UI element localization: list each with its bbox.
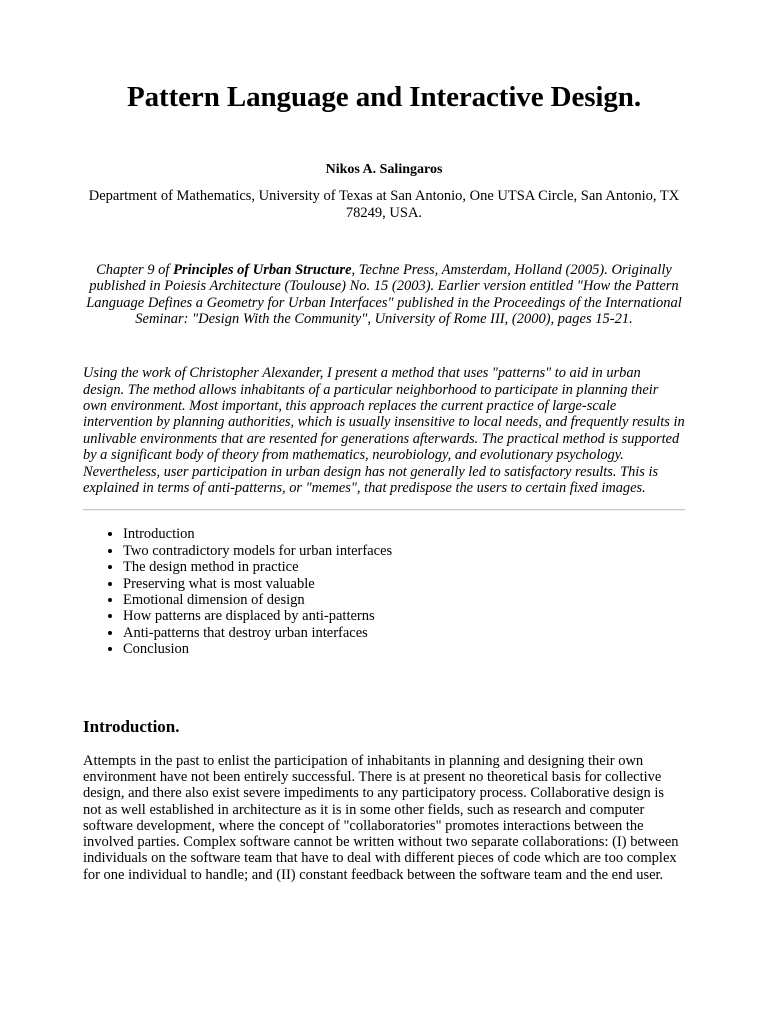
- citation-book-title: Principles of Urban Structure: [173, 262, 352, 278]
- toc-item-contradictory-models[interactable]: • Two contradictory models for urban interfaces: [123, 543, 685, 559]
- table-of-contents: [83, 526, 685, 657]
- author-name: Nikos A. Salingaros: [325, 162, 443, 177]
- toc-item-conclusion[interactable]: • Conclusion: [123, 641, 685, 657]
- horizontal-divider: [83, 509, 685, 511]
- introduction-paragraph: Attempts in the past to enlist the participation of inhabitants in planning and designing their own environment have not been entirely successful. There is at present no theoretical basis for collective design, and there also exist severe impediments to any participatory process. Collaborative design is not as well established in architecture as it is in some other fields, such as research and computer software development, where the concept of "collaboratories" promotes interactions between the involved parties. Complex software cannot be written without two separate collaborations: (I) between individuals on the software team that have to deal with different pieces of code which are too complex for one individual to handle; and (II) constant feedback between the software team and the end user.: [83, 752, 679, 883]
- citation-details: , Techne Press, Amsterdam, Holland (2005). Originally published in Poiesis Architecture (Toulouse) No. 15 (2003). Earlier version entitled "How the Pattern Language Defines a Geometry for Urban Interfaces" published in the Proceedings of the International Seminar: "Design With the Community", University of Rome III, (2000), pages 15-21.: [86, 262, 682, 327]
- section-heading-introduction: Introduction.: [83, 716, 180, 736]
- toc-item-emotional-dimension[interactable]: • Emotional dimension of design: [123, 592, 685, 608]
- abstract: Using the work of Christopher Alexander, I present a method that uses "patterns" to aid in urban design. The method allows inhabitants of a particular neighborhood to participate in planning their own environment. Most important, this approach replaces the current practice of large-scale intervention by planning authorities, which is usually insensitive to local needs, and frequently results in unlivable environments that are resented for generations afterwards. The practical method is supported by a significant body of theory from mathematics, neurobiology, and evolutionary psychology. Nevertheless, user participation in urban design has not generally led to satisfactory results. This is explained in terms of anti-patterns, or "memes", that predispose the users to certain fixed images.: [83, 365, 685, 497]
- toc-item-introduction[interactable]: • Introduction: [123, 526, 685, 542]
- citation-prefix: Chapter 9 of: [96, 262, 174, 278]
- toc-item-design-method[interactable]: • The design method in practice: [123, 559, 685, 575]
- toc-item-preserving-valuable[interactable]: • Preserving what is most valuable: [123, 576, 685, 592]
- page-title: Pattern Language and Interactive Design.: [127, 81, 641, 113]
- toc-item-patterns-displaced[interactable]: • How patterns are displaced by anti-patterns: [123, 608, 685, 624]
- author-affiliation: Department of Mathematics, University of Texas at San Antonio, One UTSA Circle, San Antonio, TX 78249, USA.: [88, 188, 680, 221]
- toc-item-anti-patterns-destroy[interactable]: • Anti-patterns that destroy urban interfaces: [123, 625, 685, 641]
- publication-citation: [83, 262, 685, 327]
